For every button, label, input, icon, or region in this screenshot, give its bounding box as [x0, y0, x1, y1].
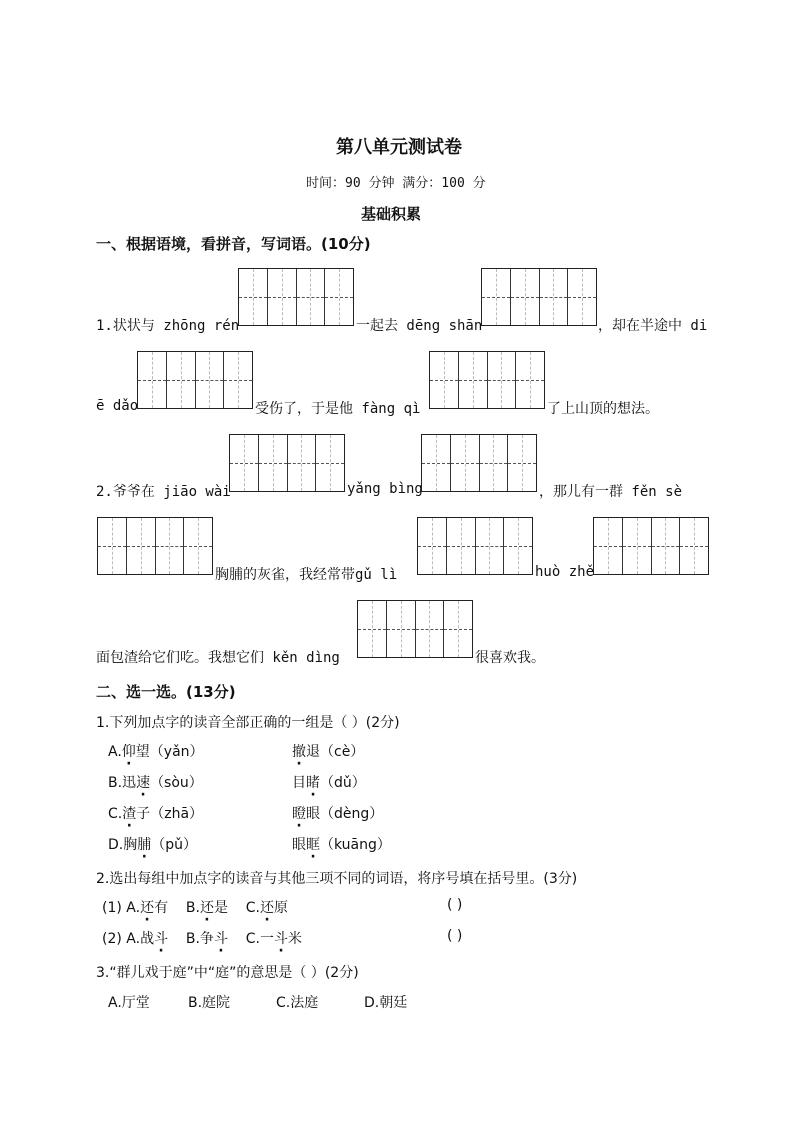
q2-lead: 2.爷爷在 jiāo wài	[96, 484, 231, 500]
p2q3-stem: 3.“群儿戏于庭”中“庭”的意思是（ ）(2分)	[96, 965, 359, 981]
q2-mid2: 胸脯的灰雀，我经常带gǔ lì	[215, 567, 398, 583]
answer-grid-7[interactable]	[97, 517, 213, 575]
p2q2-stem: 2.选出每组中加点字的读音与其他三项不同的词语，将序号填在括号里。(3分)	[96, 871, 578, 887]
p2q1-option-a: A.仰望（yǎn）	[108, 744, 204, 760]
q2-mid1: yǎng bìng	[347, 481, 423, 497]
p2q1-option-d: D.胸脯（pǔ）	[108, 837, 197, 853]
answer-grid-4[interactable]	[429, 351, 545, 409]
q2-tail1: ，那儿有一群 fěn sè	[539, 484, 683, 500]
p2q3-option-d: D.朝廷	[364, 995, 408, 1011]
answer-grid-10[interactable]	[357, 600, 473, 658]
p2q2-row2: (2) A.战斗 B.争斗 C.一斗米	[102, 931, 302, 947]
answer-grid-1[interactable]	[238, 268, 354, 326]
answer-grid-6[interactable]	[421, 434, 537, 492]
p2q2-row1-blank[interactable]: ( )	[447, 897, 463, 913]
answer-grid-5[interactable]	[229, 434, 345, 492]
p2q3-option-a: A.厅堂	[108, 995, 150, 1011]
p2q3-option-c: C.法庭	[276, 995, 319, 1011]
p2q1-option-b-right: 目睹（dǔ）	[292, 775, 366, 791]
p2q1-stem: 1.下列加点字的读音全部正确的一组是（ ）(2分)	[96, 715, 400, 731]
p2q1-option-c-right: 瞪眼（dèng）	[292, 806, 384, 822]
p2q1-option-a-right: 撤退（cè）	[292, 744, 365, 760]
p2q2-row1: (1) A.还有 B.还是 C.还原	[102, 900, 288, 916]
q2-line4: 面包渣给它们吃。我想它们 kěn dìng	[96, 650, 340, 666]
part2-heading: 二、选一选。(13分)	[96, 683, 236, 701]
q1-tail2: 了上山顶的想法。	[547, 401, 659, 417]
page-title: 第八单元测试卷	[336, 137, 462, 158]
q1-mid1: 一起去 dēng shān	[356, 318, 483, 334]
part1-heading: 一、根据语境，看拼音，写词语。(10分)	[96, 235, 371, 253]
p2q1-option-d-right: 眼眶（kuāng）	[292, 837, 391, 853]
answer-grid-9[interactable]	[593, 517, 709, 575]
answer-grid-8[interactable]	[417, 517, 533, 575]
exam-meta: 时间：90 分钟 满分：100 分	[306, 176, 486, 191]
p2q1-option-c: C.渣子（zhā）	[108, 806, 204, 822]
q2-mid3: huò zhě	[535, 564, 595, 580]
q1-line2-start: ē dǎo	[96, 398, 139, 414]
section-title: 基础积累	[361, 205, 422, 223]
q1-mid2: 受伤了，于是他 fàng qì	[255, 401, 421, 417]
q1-lead: 1.状状与 zhōng rén	[96, 318, 240, 334]
answer-grid-2[interactable]	[481, 268, 597, 326]
p2q3-option-b: B.庭院	[188, 995, 231, 1011]
answer-grid-3[interactable]	[137, 351, 253, 409]
p2q1-option-b: B.迅速（sòu）	[108, 775, 203, 791]
q1-tail1: ，却在半途中 di	[598, 318, 708, 334]
q2-tail4: 很喜欢我。	[475, 650, 545, 666]
p2q2-row2-blank[interactable]: ( )	[447, 928, 463, 944]
